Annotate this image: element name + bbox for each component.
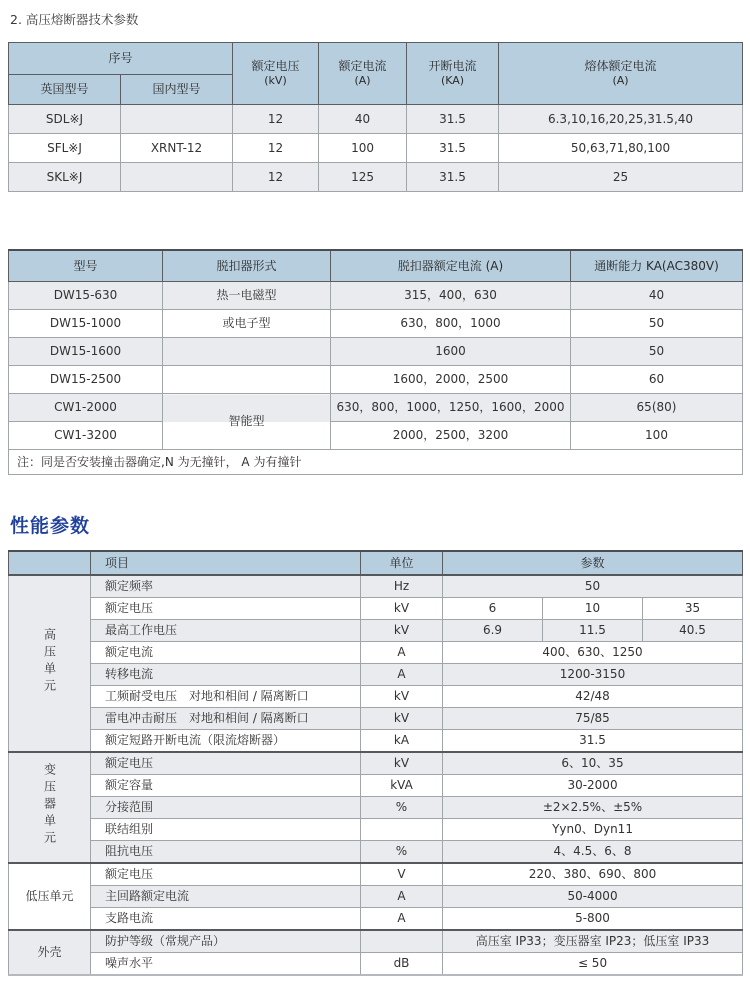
- cell-model: CW1-3200: [9, 422, 163, 450]
- cell-melt-current: 6.3,10,16,20,25,31.5,40: [499, 105, 743, 134]
- perf-header-group-spacer: [9, 551, 91, 575]
- cell-value: 40.5: [643, 620, 743, 642]
- cell-breaking-current: 31.5: [407, 134, 499, 163]
- group-label-text: 低压单元: [25, 889, 74, 903]
- cell-release-current: 630，800，1000，1250，1600，2000: [331, 394, 571, 422]
- cell-unit: Hz: [361, 575, 443, 598]
- table-row: [9, 863, 743, 886]
- section-title: 性能参数: [10, 515, 91, 537]
- cell-rated-voltage: 12: [233, 105, 319, 134]
- cell-value: 11.5: [543, 620, 643, 642]
- cell-item: 额定电流: [91, 642, 361, 664]
- cell-unit: kVA: [361, 775, 443, 797]
- table-row: [9, 841, 743, 864]
- cell-rated-current: 100: [319, 134, 407, 163]
- cell-release-current: 2000，2500，3200: [331, 422, 571, 450]
- table-row: [9, 282, 743, 310]
- table-note: 注：同是否安装撞击器确定,N 为无撞针， A 为有撞针: [9, 450, 743, 475]
- cell-item: 联结组别: [91, 819, 361, 841]
- cell-melt-current: 25: [499, 163, 743, 192]
- cell-value: 31.5: [443, 730, 743, 753]
- cell-item: 转移电流: [91, 664, 361, 686]
- table-row: [9, 394, 743, 422]
- cell-value: 400、630、1250: [443, 642, 743, 664]
- breaker-header-release-current: 脱扣器额定电流 (A): [331, 250, 571, 282]
- cell-capacity: 60: [571, 366, 743, 394]
- cell-breaking-current: 31.5: [407, 105, 499, 134]
- breaker-table: [8, 249, 743, 475]
- table-row: [9, 620, 743, 642]
- table-row: [9, 134, 743, 163]
- cell-unit: kV: [361, 752, 443, 775]
- cell-value: 50-4000: [443, 886, 743, 908]
- cell-item: 额定容量: [91, 775, 361, 797]
- cell-value: 6.9: [443, 620, 543, 642]
- header-unit: (KA): [440, 74, 465, 88]
- table-row: [9, 575, 743, 598]
- fuse-header-rated-current: [319, 43, 407, 105]
- cell-value: 50: [443, 575, 743, 598]
- cell-release-current: 630，800，1000: [331, 310, 571, 338]
- table-row: [9, 105, 743, 134]
- table-row: [9, 819, 743, 841]
- cell-unit: V: [361, 863, 443, 886]
- group-label-transformer-unit: [9, 752, 91, 863]
- cell-uk-model: SDL※J: [9, 105, 121, 134]
- fuse-header-melt-rated-current: [499, 43, 743, 105]
- header-label: 额定电流: [338, 59, 387, 74]
- group-label-enclosure: [9, 930, 91, 975]
- cell-unit: A: [361, 642, 443, 664]
- table-row: [9, 752, 743, 775]
- table-row: [9, 886, 743, 908]
- cell-uk-model: SKL※J: [9, 163, 121, 192]
- header-unit: (kV): [264, 74, 287, 88]
- table-row: [9, 775, 743, 797]
- perf-header-unit: 单位: [361, 551, 443, 575]
- table-row: [9, 797, 743, 819]
- cell-unit: kV: [361, 708, 443, 730]
- table-row: [9, 366, 743, 394]
- fuse-table: [8, 42, 743, 192]
- cell-item: 支路电流: [91, 908, 361, 931]
- table-row: [9, 708, 743, 730]
- header-unit: (A): [612, 74, 629, 88]
- breaker-header-model: 型号: [9, 250, 163, 282]
- cell-item: 额定电压: [91, 752, 361, 775]
- cell-release-form: [163, 366, 331, 394]
- cell-item: 额定电压: [91, 863, 361, 886]
- cell-item: 工频耐受电压 对地和相间 / 隔离断口: [91, 686, 361, 708]
- cell-melt-current: 50,63,71,80,100: [499, 134, 743, 163]
- cell-value: ±2×2.5%、±5%: [443, 797, 743, 819]
- note-row: [9, 450, 743, 475]
- fuse-header-breaking-current: [407, 43, 499, 105]
- breaker-header-capacity: 通断能力 KA(AC380V): [571, 250, 743, 282]
- cell-rated-voltage: 12: [233, 163, 319, 192]
- performance-table: [8, 550, 743, 976]
- cell-value: 6: [443, 598, 543, 620]
- table-row: [9, 422, 743, 450]
- cell-domestic-model: XRNT-12: [121, 134, 233, 163]
- group-label-low-voltage-unit: [9, 863, 91, 930]
- group-label-text: 外壳: [37, 945, 62, 959]
- cell-item: 最高工作电压: [91, 620, 361, 642]
- cell-value: 35: [643, 598, 743, 620]
- cell-release-form: 热一电磁型: [163, 282, 331, 310]
- cell-unit: %: [361, 841, 443, 864]
- cell-unit: A: [361, 908, 443, 931]
- cell-item: 分接范围: [91, 797, 361, 819]
- cell-release-current: 1600: [331, 338, 571, 366]
- table-row: [9, 310, 743, 338]
- cell-capacity: 40: [571, 282, 743, 310]
- fuse-header-rated-voltage: [233, 43, 319, 105]
- cell-release-form: 或电子型: [163, 310, 331, 338]
- group-label-text: 高压单元: [42, 627, 57, 696]
- group-label-high-voltage-unit: [9, 575, 91, 752]
- cell-model: DW15-630: [9, 282, 163, 310]
- cell-value: 5-800: [443, 908, 743, 931]
- table-row: [9, 686, 743, 708]
- cell-item: 额定短路开断电流（限流熔断器）: [91, 730, 361, 753]
- breaker-header-release-form: 脱扣器形式: [163, 250, 331, 282]
- cell-value: 42/48: [443, 686, 743, 708]
- cell-release-current: 1600，2000，2500: [331, 366, 571, 394]
- table-row: [9, 338, 743, 366]
- cell-unit: kA: [361, 730, 443, 753]
- cell-value: 30-2000: [443, 775, 743, 797]
- cell-item: 阻抗电压: [91, 841, 361, 864]
- perf-header-value: 参数: [443, 551, 743, 575]
- cell-value: Yyn0、Dyn11: [443, 819, 743, 841]
- cell-value: 220、380、690、800: [443, 863, 743, 886]
- table-row: [9, 598, 743, 620]
- cell-capacity: 100: [571, 422, 743, 450]
- table-row: [9, 664, 743, 686]
- table-row: [9, 642, 743, 664]
- table-row: [9, 163, 743, 192]
- cell-value: 4、4.5、6、8: [443, 841, 743, 864]
- table-row: [9, 930, 743, 953]
- cell-domestic-model: [121, 163, 233, 192]
- table-row: [9, 953, 743, 976]
- cell-value: 75/85: [443, 708, 743, 730]
- header-label: 熔体额定电流: [584, 59, 657, 74]
- table-row: [9, 730, 743, 753]
- header-unit: (A): [354, 74, 371, 88]
- fuse-header-domestic-model: 国内型号: [121, 75, 233, 105]
- cell-domestic-model: [121, 105, 233, 134]
- cell-item: 噪声水平: [91, 953, 361, 976]
- cell-unit: [361, 819, 443, 841]
- cell-unit: kV: [361, 620, 443, 642]
- cell-item: 防护等级（常规产品）: [91, 930, 361, 953]
- header-label: 开断电流: [428, 59, 477, 74]
- fuse-header-uk-model: 英国型号: [9, 75, 121, 105]
- cell-item: 雷电冲击耐压 对地和相间 / 隔离断口: [91, 708, 361, 730]
- cell-item: 额定频率: [91, 575, 361, 598]
- cell-item: 主回路额定电流: [91, 886, 361, 908]
- cell-unit: dB: [361, 953, 443, 976]
- cell-model: CW1-2000: [9, 394, 163, 422]
- perf-header-item: 项目: [91, 551, 361, 575]
- cell-release-current: 315，400，630: [331, 282, 571, 310]
- cell-value: 高压室 IP33；变压器室 IP23；低压室 IP33: [443, 930, 743, 953]
- cell-unit: [361, 930, 443, 953]
- cell-unit: A: [361, 886, 443, 908]
- cell-capacity: 50: [571, 310, 743, 338]
- cell-rated-voltage: 12: [233, 134, 319, 163]
- cell-release-form-merged: 智能型: [163, 394, 331, 450]
- cell-model: DW15-1600: [9, 338, 163, 366]
- cell-unit: kV: [361, 598, 443, 620]
- cell-capacity: 50: [571, 338, 743, 366]
- cell-value: 6、10、35: [443, 752, 743, 775]
- cell-release-form: [163, 338, 331, 366]
- cell-rated-current: 40: [319, 105, 407, 134]
- group-label-text: 变压器单元: [42, 763, 57, 848]
- cell-unit: kV: [361, 686, 443, 708]
- cell-breaking-current: 31.5: [407, 163, 499, 192]
- cell-item: 额定电压: [91, 598, 361, 620]
- cell-uk-model: SFL※J: [9, 134, 121, 163]
- doc-title: 2. 高压熔断器技术参数: [10, 12, 139, 27]
- header-label: 额定电压: [251, 59, 300, 74]
- cell-rated-current: 125: [319, 163, 407, 192]
- fuse-header-model-group: 序号: [9, 43, 233, 75]
- cell-value: 1200-3150: [443, 664, 743, 686]
- cell-unit: A: [361, 664, 443, 686]
- cell-model: DW15-2500: [9, 366, 163, 394]
- cell-value: ≤ 50: [443, 953, 743, 976]
- cell-unit: %: [361, 797, 443, 819]
- cell-value: 10: [543, 598, 643, 620]
- cell-capacity: 65(80): [571, 394, 743, 422]
- cell-model: DW15-1000: [9, 310, 163, 338]
